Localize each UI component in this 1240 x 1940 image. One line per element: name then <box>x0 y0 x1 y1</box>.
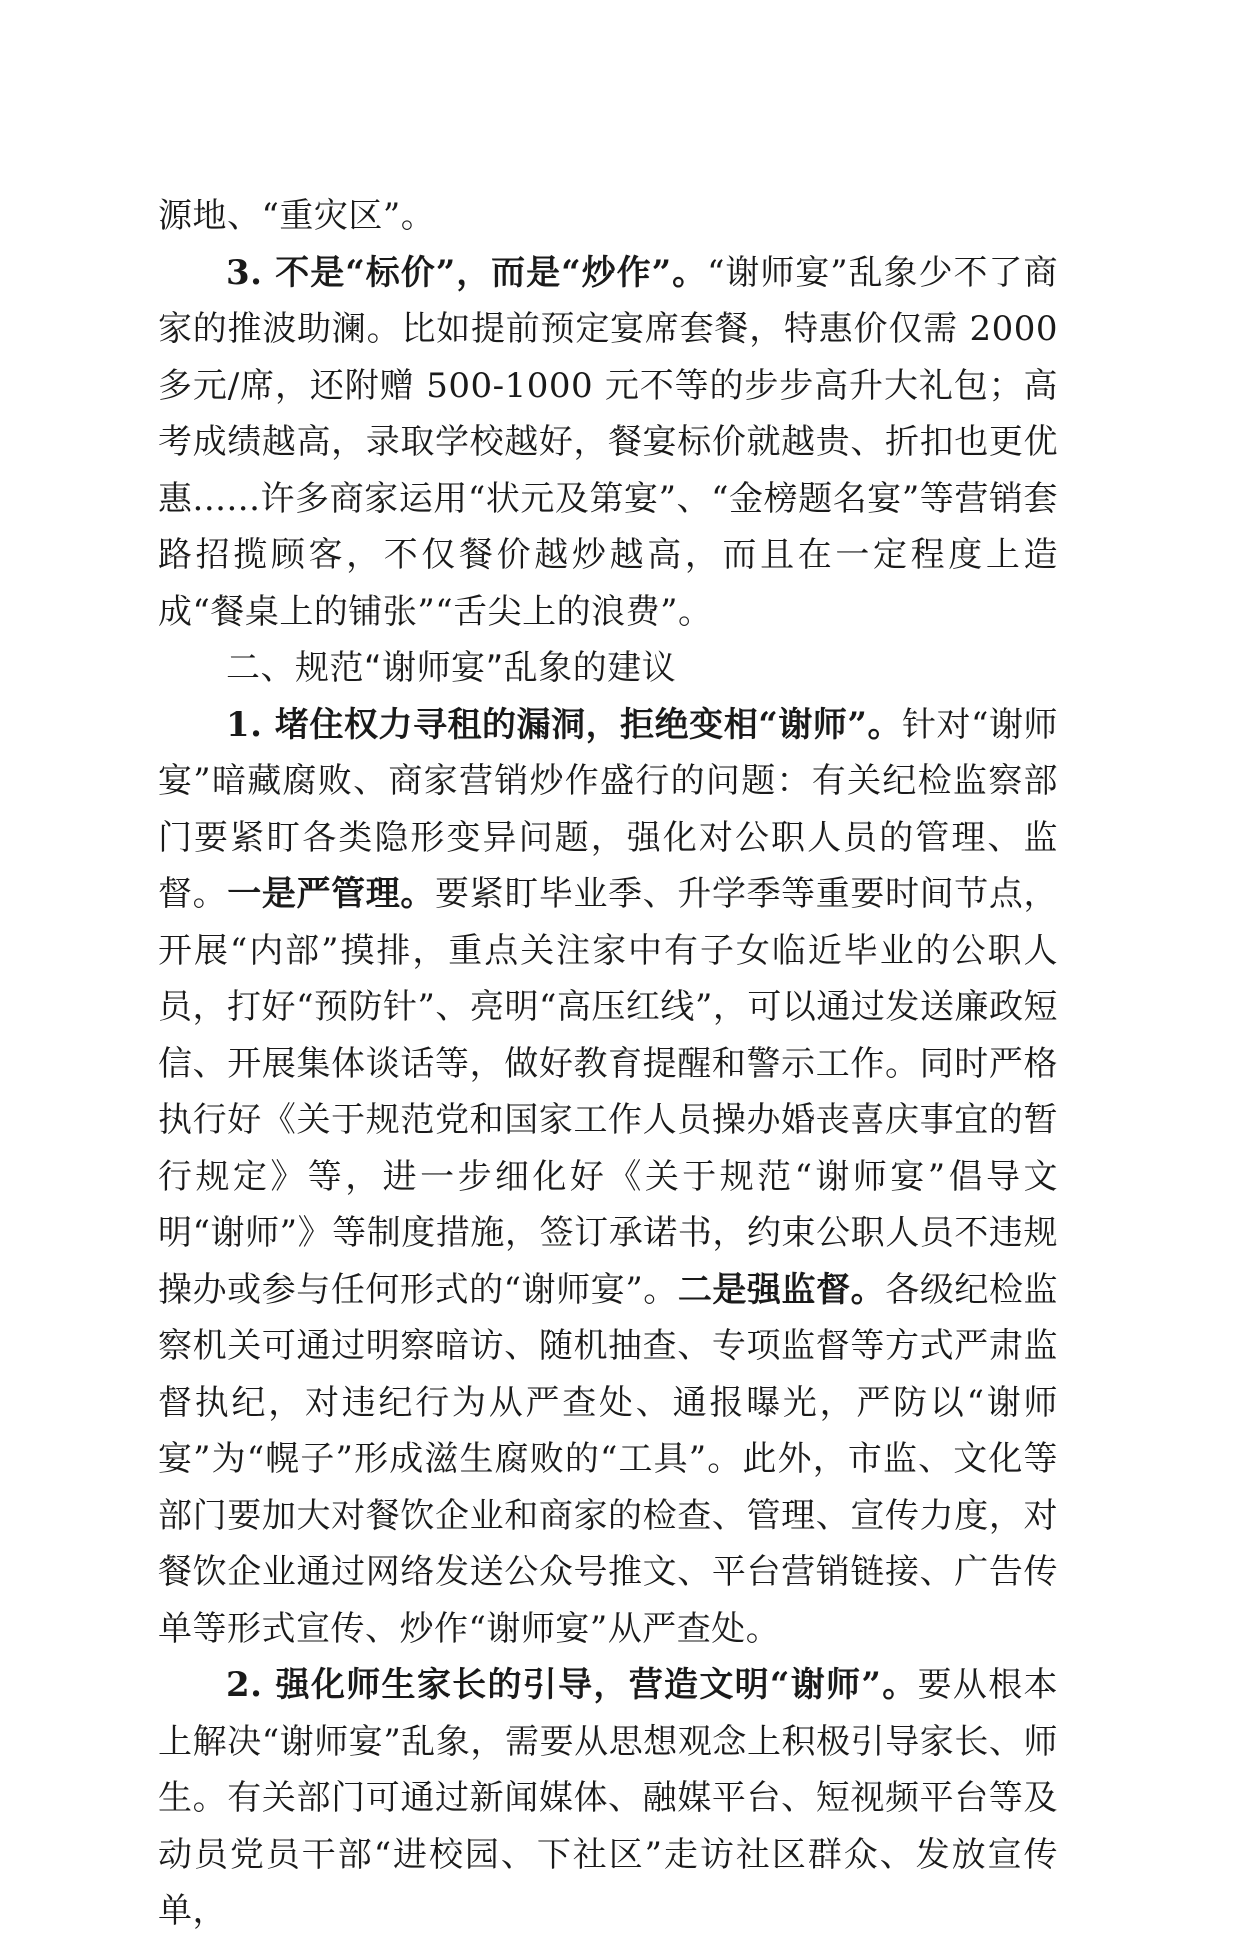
point-3-lead: 3. 不是“标价”，而是“炒作”。 <box>226 252 708 293</box>
suggestion-1-text-b: 要紧盯毕业季、升学季等重要时间节点，开展“内部”摸排，重点关注家中有子女临近毕业的公职人员，打好“预防针”、亮明“高压红线”，可以通过发送廉政短信、开展集体谈话等，做好教育提醒和警示工作。同时严格执行好《关于规范党和国家工作人员操办婚丧喜庆事宜的暂行规定》等，进一步细化好《关于规范“谢师宴”倡导文明“谢师”》等制度措施，签订承诺书，约束公职人员不违规操办或参与任何形式的“谢师宴”。 <box>158 874 1059 1310</box>
paragraph-point-3 <box>158 245 1058 641</box>
suggestion-1-text-c: 各级纪检监察机关可通过明察暗访、随机抽查、专项监督等方式严肃监督执纪，对违纪行为从严查处、通报曝光，严防以“谢师宴”为“幌子”形成滋生腐败的“工具”。此外，市监、文化等部门要加大对餐饮企业和商家的检查、管理、宣传力度，对餐饮企业通过网络发送公众号推文、平台营销链接、广告传单等形式宣传、炒作“谢师宴”从严查处。 <box>158 1269 1059 1649</box>
point-3-text: “谢师宴”乱象少不了商家的推波助澜。比如提前预定宴席套餐，特惠价仅需 2000 多元/席，还附赠 500-1000 元不等的步步高升大礼包；高考成绩越高，录取学校越好，餐宴标价就越贵、折扣也更优惠......许多商家运用“状元及第宴”、“金榜题名宴”等营销套路招揽顾客，不仅餐价越炒越高，而且在一定程度上造成“餐桌上的铺张”“舌尖上的浪费”。 <box>158 252 1058 632</box>
document-page <box>158 188 1058 1940</box>
suggestion-1-bold-b: 二是强监督。 <box>677 1269 886 1310</box>
suggestion-1-lead: 1. 堵住权力寻租的漏洞，拒绝变相“谢师”。 <box>226 704 902 745</box>
suggestion-2-text: 要从根本上解决“谢师宴”乱象，需要从思想观念上积极引导家长、师生。有关部门可通过新闻媒体、融媒平台、短视频平台等及动员党员干部“进校园、下社区”走访社区群众、发放宣传单， <box>158 1665 1058 1931</box>
suggestion-2-lead: 2. 强化师生家长的引导，营造文明“谢师”。 <box>226 1665 918 1705</box>
paragraph-suggestion-1 <box>158 697 1058 1658</box>
paragraph-suggestion-2 <box>158 1657 1058 1940</box>
paragraph-continuation: 源地、“重灾区”。 <box>158 196 436 236</box>
suggestion-1-bold-a: 一是严管理。 <box>227 874 435 914</box>
suggestion-1-text-a: 针对“谢师宴”暗藏腐败、商家营销炒作盛行的问题：有关纪检监察部门要紧盯各类隐形变异问题，强化对公职人员的管理、监督。 <box>158 704 1058 914</box>
section-heading: 二、规范“谢师宴”乱象的建议 <box>226 648 677 688</box>
